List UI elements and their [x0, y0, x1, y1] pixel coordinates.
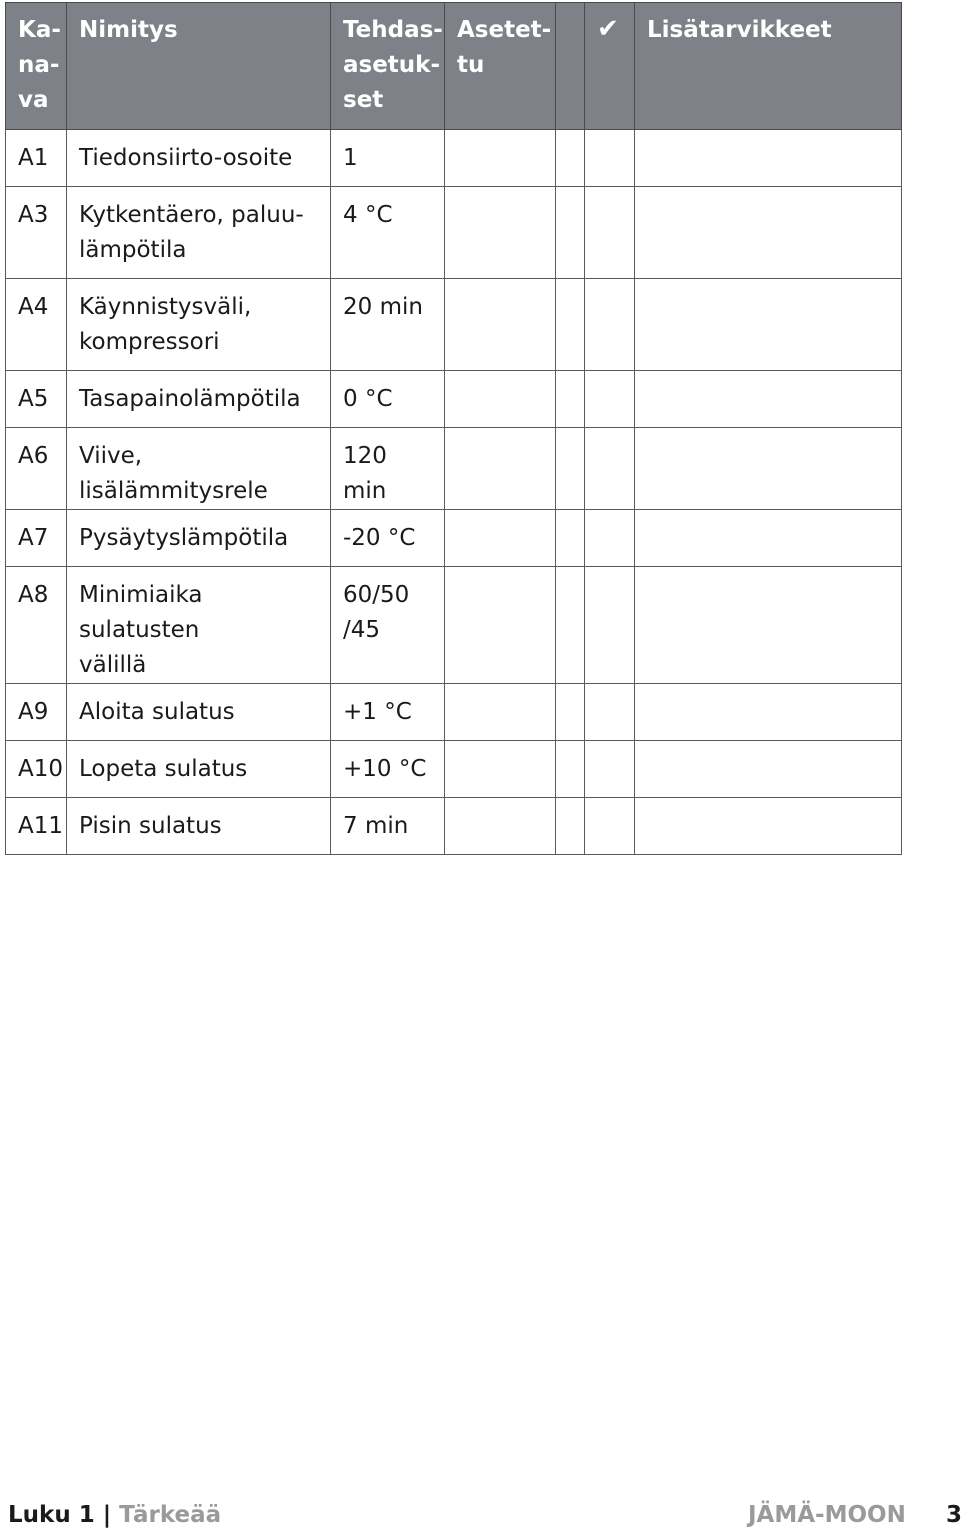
table-row: [6, 130, 902, 187]
kanava-cell: A9: [6, 684, 67, 741]
check-cell: [585, 510, 635, 567]
spacer-cell: [556, 428, 585, 510]
tehdas-cell: 20 min: [331, 279, 445, 371]
header-kanava: Ka- na- va: [6, 3, 67, 130]
header-tehdasasetukset: Tehdas- asetuk- set: [331, 3, 445, 130]
lisatarvikkeet-cell: [635, 428, 902, 510]
footer-separator: |: [102, 1502, 112, 1528]
asetettu-cell: [445, 279, 556, 371]
spacer-cell: [556, 371, 585, 428]
table-row: [6, 510, 902, 567]
nimitys-cell: Aloita sulatus: [67, 684, 331, 741]
lisatarvikkeet-cell: [635, 510, 902, 567]
spacer-cell: [556, 279, 585, 371]
check-cell: [585, 279, 635, 371]
checkmark-icon: ✔: [597, 14, 619, 44]
asetettu-cell: [445, 798, 556, 855]
kanava-cell: A7: [6, 510, 67, 567]
footer-chapter-line: [8, 1502, 221, 1528]
tehdas-cell: 1: [331, 130, 445, 187]
check-cell: [585, 428, 635, 510]
tehdas-cell: 7 min: [331, 798, 445, 855]
kanava-cell: A6: [6, 428, 67, 510]
lisatarvikkeet-cell: [635, 567, 902, 684]
asetettu-cell: [445, 130, 556, 187]
lisatarvikkeet-cell: [635, 371, 902, 428]
spacer-cell: [556, 684, 585, 741]
footer-chapter: Luku 1: [8, 1502, 95, 1528]
nimitys-cell: Käynnistysväli, kompressori: [67, 279, 331, 371]
table-row: [6, 187, 902, 279]
nimitys-cell: Lopeta sulatus: [67, 741, 331, 798]
lisatarvikkeet-cell: [635, 130, 902, 187]
table-row: [6, 371, 902, 428]
table-row: [6, 684, 902, 741]
tehdas-cell: -20 °C: [331, 510, 445, 567]
table-row: [6, 798, 902, 855]
footer-section: Tärkeää: [119, 1502, 222, 1528]
table-row: [6, 279, 902, 371]
tehdas-cell: +10 °C: [331, 741, 445, 798]
nimitys-cell: Kytkentäero, paluu- lämpötila: [67, 187, 331, 279]
lisatarvikkeet-cell: [635, 279, 902, 371]
nimitys-cell: Pisin sulatus: [67, 798, 331, 855]
check-cell: [585, 371, 635, 428]
page-number: 3: [946, 1502, 962, 1528]
table-row: [6, 428, 902, 510]
kanava-cell: A3: [6, 187, 67, 279]
spacer-cell: [556, 187, 585, 279]
check-cell: [585, 684, 635, 741]
check-cell: [585, 130, 635, 187]
kanava-cell: A4: [6, 279, 67, 371]
asetettu-cell: [445, 371, 556, 428]
spacer-cell: [556, 798, 585, 855]
lisatarvikkeet-cell: [635, 798, 902, 855]
tehdas-cell: +1 °C: [331, 684, 445, 741]
asetettu-cell: [445, 510, 556, 567]
kanava-cell: A5: [6, 371, 67, 428]
asetettu-cell: [445, 741, 556, 798]
tehdas-cell: 0 °C: [331, 371, 445, 428]
spacer-cell: [556, 567, 585, 684]
asetettu-cell: [445, 684, 556, 741]
kanava-cell: A8: [6, 567, 67, 684]
spacer-cell: [556, 130, 585, 187]
asetettu-cell: [445, 428, 556, 510]
nimitys-cell: Tiedonsiirto-osoite: [67, 130, 331, 187]
check-cell: [585, 567, 635, 684]
page-footer: [8, 1500, 962, 1536]
footer-brand: JÄMÄ-MOON: [748, 1502, 906, 1528]
kanava-cell: A1: [6, 130, 67, 187]
asetettu-cell: [445, 187, 556, 279]
header-asetettu: Asetet- tu: [445, 3, 556, 130]
spacer-cell: [556, 510, 585, 567]
nimitys-cell: Tasapainolämpötila: [67, 371, 331, 428]
asetettu-cell: [445, 567, 556, 684]
header-lisatarvikkeet: Lisätarvikkeet: [635, 3, 902, 130]
tehdas-cell: 60/50 /45: [331, 567, 445, 684]
check-cell: [585, 798, 635, 855]
header-row: [6, 3, 902, 130]
nimitys-cell: Minimiaika sulatusten välillä: [67, 567, 331, 684]
kanava-cell: A10: [6, 741, 67, 798]
kanava-cell: A11: [6, 798, 67, 855]
nimitys-cell: Viive, lisälämmitysrele: [67, 428, 331, 510]
lisatarvikkeet-cell: [635, 187, 902, 279]
header-check: [585, 3, 635, 130]
lisatarvikkeet-cell: [635, 741, 902, 798]
tehdas-cell: 4 °C: [331, 187, 445, 279]
header-nimitys: Nimitys: [67, 3, 331, 130]
check-cell: [585, 741, 635, 798]
lisatarvikkeet-cell: [635, 684, 902, 741]
tehdas-cell: 120 min: [331, 428, 445, 510]
table-row: [6, 741, 902, 798]
header-blank: [556, 3, 585, 130]
settings-table: [5, 2, 902, 855]
nimitys-cell: Pysäytyslämpötila: [67, 510, 331, 567]
check-cell: [585, 187, 635, 279]
table-row: [6, 567, 902, 684]
spacer-cell: [556, 741, 585, 798]
